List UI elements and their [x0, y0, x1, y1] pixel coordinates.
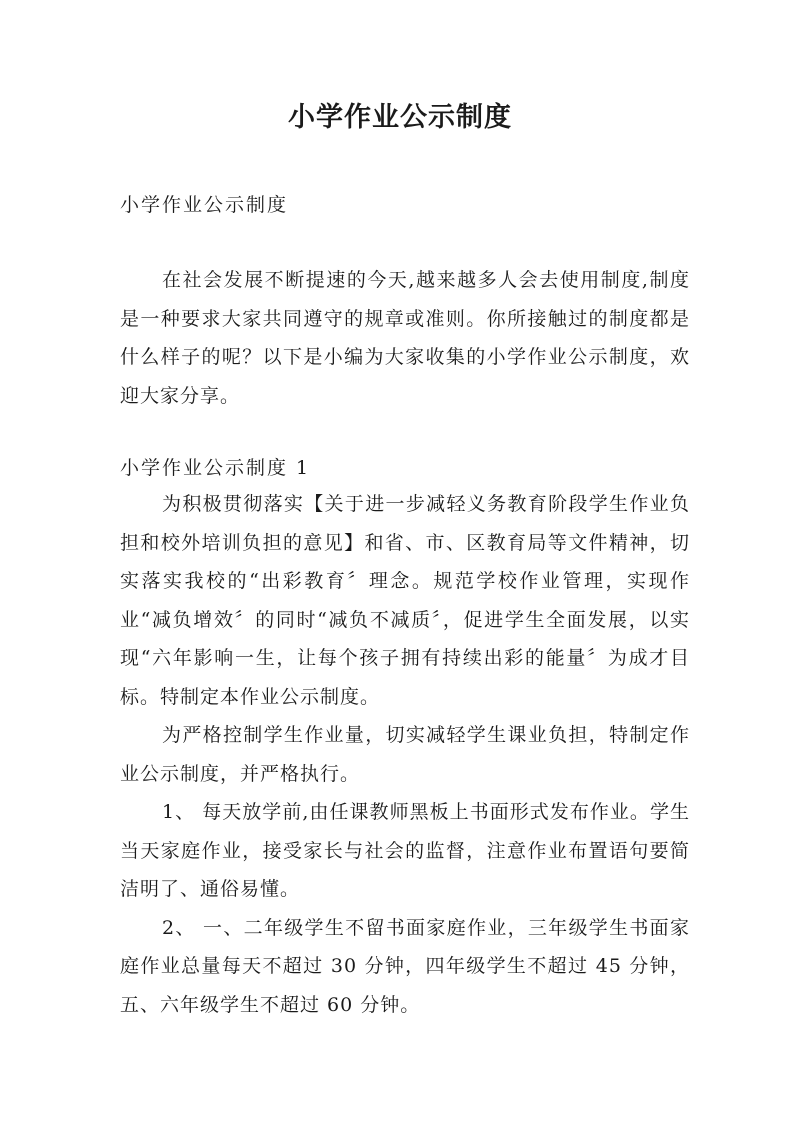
section-heading: 小学作业公示制度 1 [120, 457, 311, 479]
document-subtitle: 小学作业公示制度 [120, 194, 289, 216]
intro-paragraph: 在社会发展不断提速的今天,越来越多人会去使用制度,制度是一种要求大家共同遵守的规章或准则。你所接触过的制度都是什么样子的呢？以下是小编为大家收集的小学作业公示制度，欢迎大家分享。 [120, 269, 690, 407]
body-paragraph: 为积极贯彻落实【关于进一步减轻义务教育阶段学生作业负担和校外培训负担的意见】和省、市、区教育局等文件精神，切实落实我校的“出彩教育〞理念。规范学校作业管理，实现作业“减负增效〞的同时“减负不减质〞，促进学生全面发展，以实现“六年影响一生，让每个孩子拥有持续出彩的能量〞为成才目标。特制定本作业公示制度。 [120, 493, 690, 708]
body-paragraph: 为严格控制学生作业量，切实减轻学生课业负担，特制定作业公示制度，并严格执行。 [120, 724, 690, 785]
body-paragraph: 2、 一、二年级学生不留书面家庭作业，三年级学生书面家庭作业总量每天不超过 30 分钟，四年级学生不超过 45 分钟，五、六年级学生不超过 60 分钟。 [120, 916, 690, 1016]
document-title: 小学作业公示制度 [288, 102, 512, 133]
body-paragraph: 1、 每天放学前,由任课教师黑板上书面形式发布作业。学生当天家庭作业，接受家长与社会的监督，注意作业布置语句要简洁明了、通俗易懂。 [120, 801, 690, 900]
section-1 [120, 452, 690, 1024]
